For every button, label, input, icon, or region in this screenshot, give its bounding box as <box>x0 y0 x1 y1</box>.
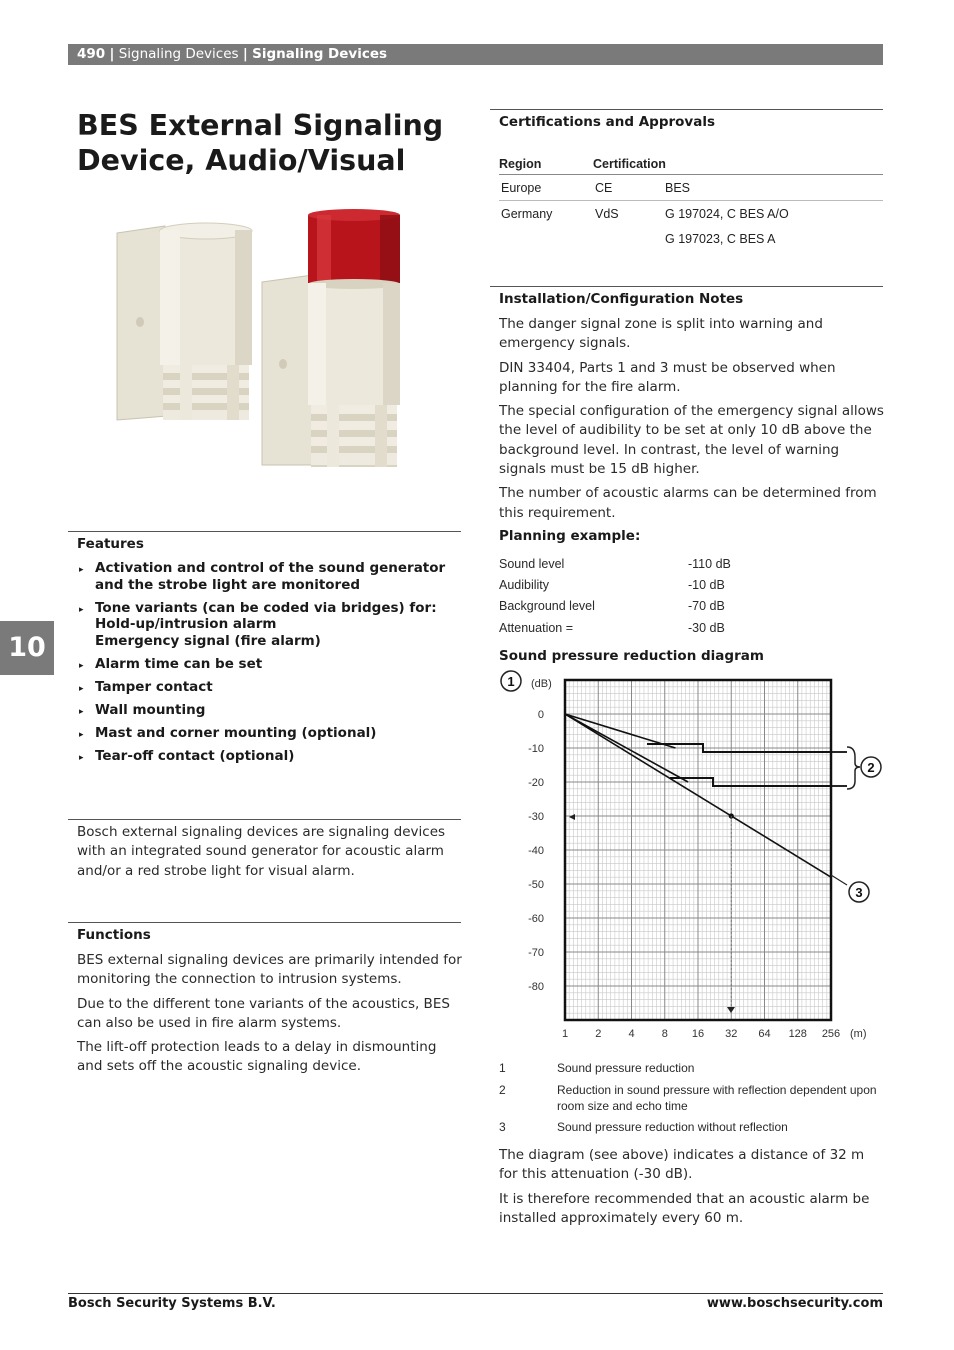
planning-row <box>499 557 731 571</box>
y-tick-label: -80 <box>528 981 544 993</box>
bullet-icon: ▸ <box>79 604 84 615</box>
page-number: 490 <box>77 46 106 62</box>
planning-value: -10 dB <box>688 578 725 592</box>
legend-text: Reduction in sound pressure with reflection dependent upon room size and echo time <box>557 1083 877 1113</box>
y-axis-label: (dB) <box>531 678 552 690</box>
footer-website[interactable]: www.boschsecurity.com <box>706 1296 883 1311</box>
section-divider <box>68 922 461 923</box>
features-heading: Features <box>77 536 144 552</box>
paragraph: The lift-off protection leads to a delay in dismounting and sets off the acoustic signaling device. <box>77 1039 437 1075</box>
feature-text: Tear-off contact (optional) <box>95 747 295 764</box>
column-header-certification: Certification <box>593 155 883 175</box>
cell-region: Europe <box>499 175 593 201</box>
x-axis-label: (m) <box>850 1028 867 1040</box>
planning-row <box>499 578 725 592</box>
cell-region: Germany <box>501 207 553 221</box>
section-divider <box>68 531 461 532</box>
list-item <box>77 679 467 696</box>
callout-label: 2 <box>867 760 875 775</box>
x-tick-label: 128 <box>788 1028 807 1040</box>
y-tick-label: -10 <box>528 743 544 755</box>
feature-subitem: Hold-up/intrusion alarm <box>95 616 277 632</box>
x-tick-label: 8 <box>661 1028 668 1040</box>
planning-row <box>499 599 725 613</box>
x-tick-label: 2 <box>595 1028 602 1040</box>
arrow-icon <box>727 1007 735 1013</box>
table-row <box>499 175 883 201</box>
planning-label: Attenuation = <box>499 621 574 635</box>
cell-detail: BES <box>663 175 883 201</box>
sound-pressure-chart <box>495 665 885 1050</box>
paragraph: DIN 33404, Parts 1 and 3 must be observed when planning for the fire alarm. <box>499 359 836 395</box>
x-tick-label: 64 <box>758 1028 771 1040</box>
list-item <box>77 600 467 650</box>
column-header-region: Region <box>499 155 593 175</box>
conclusion-text <box>499 1146 887 1233</box>
legend-number: 3 <box>499 1120 506 1134</box>
x-tick-labels <box>562 1028 840 1040</box>
installation-text <box>499 315 887 528</box>
cell-detail: G 197023, C BES A <box>665 232 776 246</box>
cell-body <box>593 226 663 251</box>
header-bar <box>68 44 883 65</box>
planning-value: -30 dB <box>688 621 725 635</box>
callout-label: 3 <box>855 885 863 900</box>
legend-number: 1 <box>499 1061 506 1075</box>
x-tick-label: 1 <box>561 1028 569 1040</box>
feature-text: Activation and control of the sound generator and the strobe light are monitored <box>95 560 446 593</box>
feature-text: Tamper contact <box>95 678 213 695</box>
bullet-icon: ▸ <box>79 706 84 717</box>
list-item <box>77 725 467 742</box>
list-item <box>77 560 467 593</box>
section-divider <box>490 109 883 110</box>
y-tick-label: -50 <box>528 879 544 891</box>
bullet-icon: ▸ <box>79 683 84 694</box>
certifications-table <box>499 155 883 251</box>
table-header-row <box>499 155 883 175</box>
x-tick-label: 32 <box>725 1028 738 1040</box>
bullet-icon: ▸ <box>79 565 84 575</box>
features-list <box>77 560 467 771</box>
paragraph: The danger signal zone is split into warning and emergency signals. <box>499 316 823 352</box>
planning-value: -70 dB <box>688 599 725 613</box>
y-tick-labels <box>528 709 544 993</box>
paragraph: The special configuration of the emergency signal allows the level of audibility to be set at only 10 dB above the background level. In contrast, the level of warning signals must be 15 dB higher. <box>499 403 884 478</box>
table-row <box>499 226 883 251</box>
paragraph: The diagram (see above) indicates a distance of 32 m for this attenuation (-30 dB). <box>499 1147 865 1183</box>
cell-region <box>499 226 593 251</box>
header-text <box>77 46 387 62</box>
header-separator: | <box>109 46 115 62</box>
header-subsection: Signaling Devices <box>252 46 388 62</box>
bullet-icon: ▸ <box>79 752 84 763</box>
list-item <box>77 702 467 719</box>
feature-text: Mast and corner mounting (optional) <box>95 724 377 741</box>
list-item <box>77 748 467 765</box>
planning-heading: Planning example: <box>499 528 641 544</box>
footer-divider <box>68 1293 883 1294</box>
product-image <box>95 200 475 475</box>
y-tick-label: -40 <box>528 845 544 857</box>
y-tick-label: -20 <box>528 777 544 789</box>
bracket-icon <box>847 747 860 789</box>
callout-label: 1 <box>507 674 515 689</box>
x-tick-label: 4 <box>628 1028 635 1040</box>
functions-text <box>77 951 465 1082</box>
chart-grid <box>565 680 831 1020</box>
paragraph: Due to the different tone variants of the acoustics, BES can also be used in fire alarm systems. <box>77 995 450 1031</box>
section-divider <box>490 286 883 287</box>
diagram-heading: Sound pressure reduction diagram <box>499 648 764 664</box>
chapter-tab: 10 <box>0 621 54 675</box>
page-title: BES External Signaling Device, Audio/Visual <box>77 109 444 177</box>
planning-label: Background level <box>499 599 595 613</box>
paragraph: The number of acoustic alarms can be determined from this requirement. <box>499 485 877 521</box>
installation-heading: Installation/Configuration Notes <box>499 291 744 307</box>
leader-line <box>831 875 847 885</box>
paragraph: BES external signaling devices are primarily intended for monitoring the connection to intrusion systems. <box>77 952 462 988</box>
cell-body: CE <box>593 175 663 201</box>
y-tick-label: -60 <box>528 913 544 925</box>
feature-text: Alarm time can be set <box>95 655 263 672</box>
table-row <box>499 201 883 227</box>
legend-text: Sound pressure reduction <box>557 1061 695 1075</box>
header-section: Signaling Devices <box>118 46 239 62</box>
list-item <box>77 656 467 673</box>
intro-paragraph: Bosch external signaling devices are signaling devices with an integrated sound generator for acoustic alarm and/or a red strobe light for visual alarm. <box>77 824 446 879</box>
bullet-icon: ▸ <box>79 729 84 740</box>
bullet-icon: ▸ <box>79 660 84 671</box>
header-separator: | <box>242 46 248 62</box>
y-tick-label: -70 <box>528 947 544 959</box>
y-tick-label: 0 <box>537 709 544 721</box>
section-divider <box>68 819 461 820</box>
planning-value: -110 dB <box>688 557 731 571</box>
cell-body: VdS <box>595 207 619 221</box>
legend-text: Sound pressure reduction without reflection <box>557 1120 788 1134</box>
arrow-icon <box>569 814 575 820</box>
feature-text: Tone variants (can be coded via bridges) for: <box>95 599 437 616</box>
footer-company: Bosch Security Systems B.V. <box>68 1296 276 1311</box>
planning-row <box>499 621 725 635</box>
x-tick-label: 256 <box>821 1028 841 1040</box>
paragraph: It is therefore recommended that an acoustic alarm be installed approximately every 60 m. <box>499 1190 870 1226</box>
functions-heading: Functions <box>77 927 151 943</box>
y-tick-label: -30 <box>528 811 544 823</box>
planning-label: Audibility <box>499 578 550 592</box>
feature-subitem: Emergency signal (fire alarm) <box>95 632 321 649</box>
legend-number: 2 <box>499 1083 506 1097</box>
cell-detail: G 197024, C BES A/O <box>665 207 789 221</box>
planning-label: Sound level <box>499 557 565 571</box>
x-tick-label: 16 <box>691 1028 705 1040</box>
certifications-heading: Certifications and Approvals <box>499 114 715 130</box>
feature-text: Wall mounting <box>95 701 206 718</box>
